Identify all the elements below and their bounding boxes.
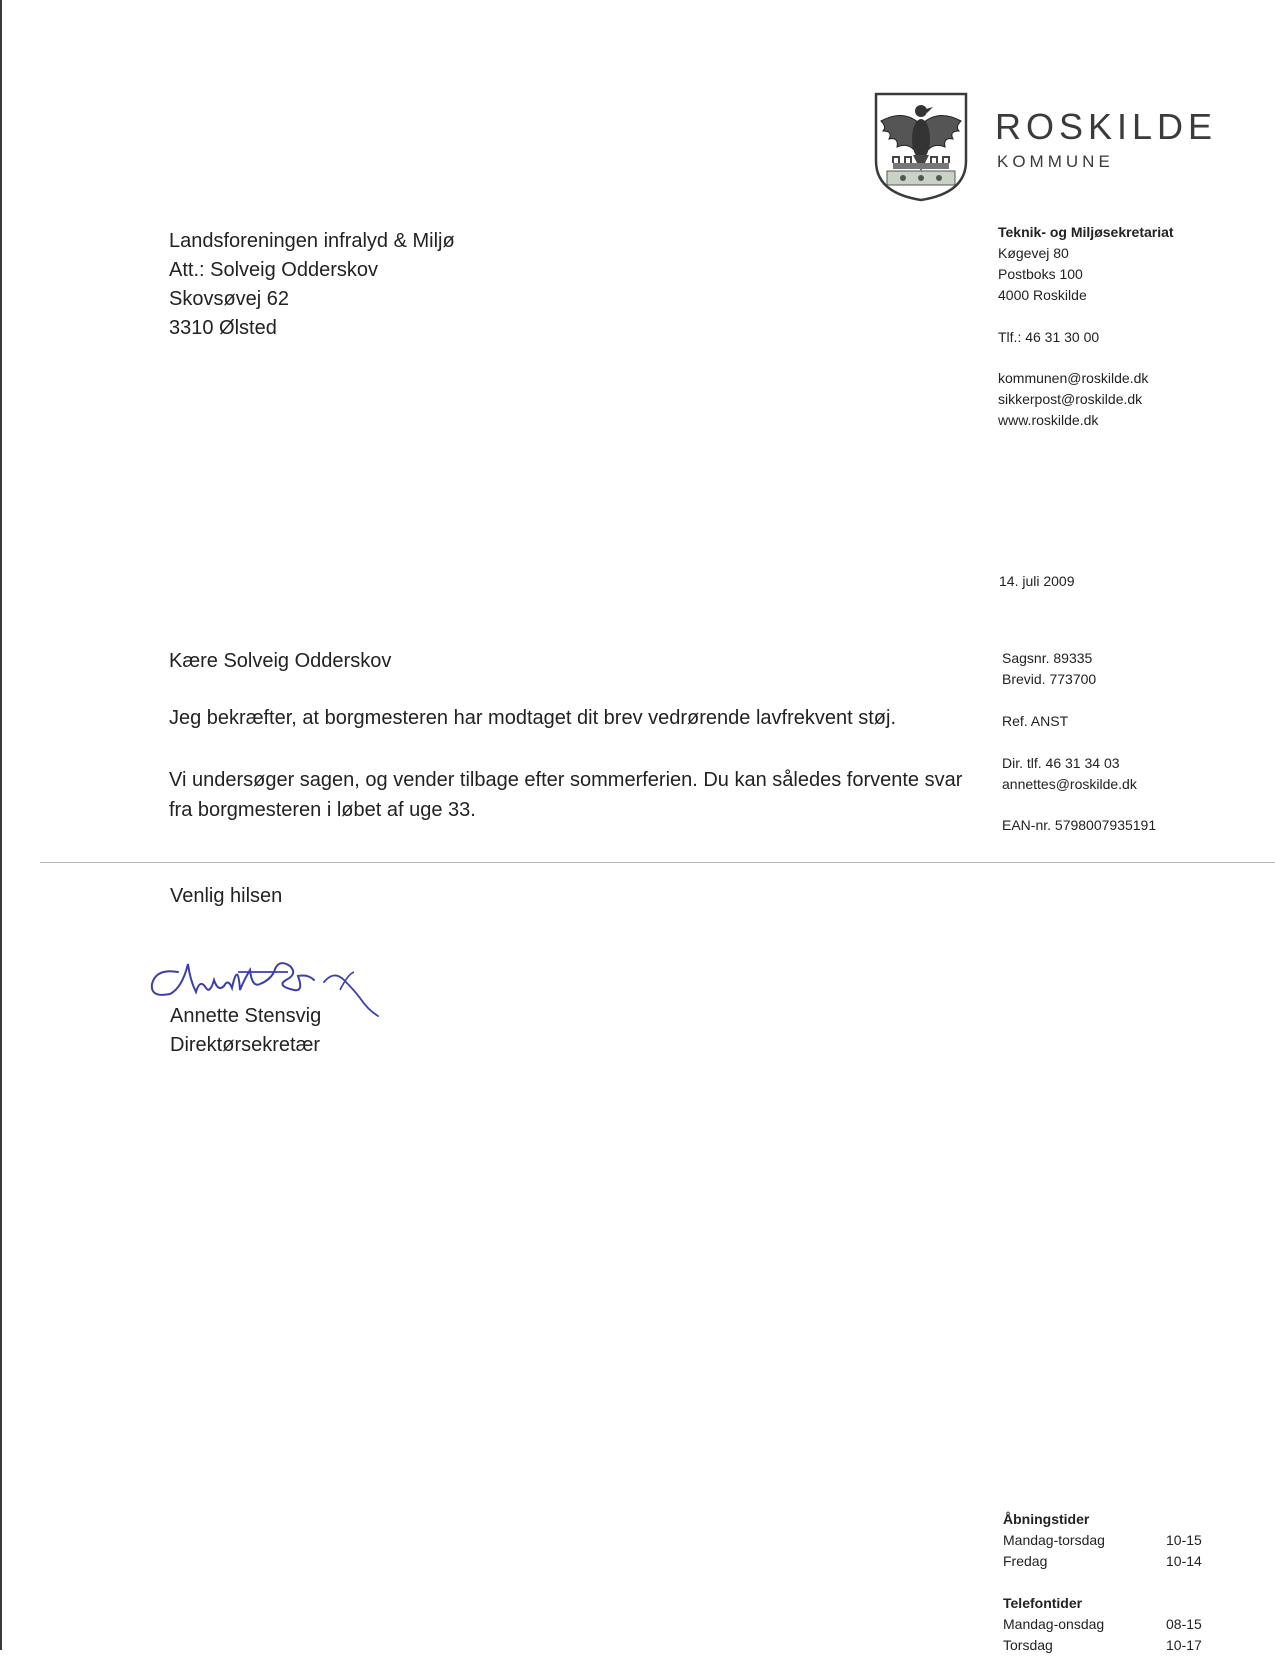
opening-time: 10-14	[1166, 1553, 1202, 1569]
phone-time: 08-15	[1166, 1616, 1202, 1632]
brand-subtitle: KOMMUNE	[997, 152, 1114, 171]
phone-hours-row	[1003, 1635, 1202, 1656]
sender-phone: Tlf.: 46 31 30 00	[998, 329, 1100, 345]
body-paragraph-2: Vi undersøger sagen, og vender tilbage efter sommerferien. Du kan således forvente svar fra borgmesteren i løbet af uge 33.	[169, 769, 963, 821]
recipient-city: 3310 Ølsted	[169, 317, 277, 339]
salutation: Kære Solveig Odderskov	[169, 650, 392, 672]
opening-day: Mandag-torsdag	[1003, 1532, 1105, 1548]
ean-number: EAN-nr. 5798007935191	[1002, 817, 1157, 833]
body-paragraph-1: Jeg bekræfter, at borgmesteren har modtaget dit brev vedrørende lavfrekvent støj.	[169, 707, 897, 729]
eagle-crest-icon	[873, 91, 969, 203]
recipient-address	[169, 227, 455, 343]
reference: Ref. ANST	[1002, 713, 1069, 729]
sender-pobox: Postboks 100	[998, 266, 1083, 282]
opening-day: Fredag	[1003, 1553, 1048, 1569]
page-edge	[0, 0, 2, 1650]
signer	[170, 1002, 321, 1060]
sender-contacts	[998, 368, 1148, 431]
signer-name: Annette Stensvig	[170, 1005, 322, 1027]
opening-hours-title: Åbningstider	[1003, 1511, 1090, 1527]
fold-line	[40, 862, 1275, 863]
phone-time: 10-17	[1166, 1637, 1202, 1653]
letter-id: Brevid. 773700	[1002, 671, 1097, 687]
opening-hours	[1003, 1509, 1202, 1656]
recipient-street: Skovsøvej 62	[169, 288, 290, 310]
sender-department: Teknik- og Miljøsekretariat	[998, 224, 1174, 240]
phone-hours-title: Telefontider	[1003, 1595, 1083, 1611]
case-number: Sagsnr. 89335	[1002, 650, 1093, 666]
sender-email-general: kommunen@roskilde.dk	[998, 370, 1149, 386]
recipient-attention: Att.: Solveig Odderskov	[169, 259, 378, 281]
recipient-organization: Landsforeningen infralyd & Miljø	[169, 230, 455, 252]
opening-time: 10-15	[1166, 1532, 1202, 1548]
sender-email-secure: sikkerpost@roskilde.dk	[998, 391, 1143, 407]
direct-email: annettes@roskilde.dk	[1002, 776, 1137, 792]
case-info	[1002, 648, 1096, 690]
sender-address	[998, 222, 1174, 306]
direct-phone: Dir. tlf. 46 31 34 03	[1002, 755, 1120, 771]
closing: Venlig hilsen	[170, 885, 283, 907]
direct-contact	[1002, 753, 1137, 795]
letter-date: 14. juli 2009	[999, 573, 1075, 589]
phone-hours-row	[1003, 1614, 1202, 1635]
phone-day: Mandag-onsdag	[1003, 1616, 1105, 1632]
sender-website: www.roskilde.dk	[998, 412, 1099, 428]
phone-day: Torsdag	[1003, 1637, 1053, 1653]
opening-hours-row	[1003, 1530, 1202, 1551]
sender-city: 4000 Roskilde	[998, 287, 1087, 303]
sender-street: Køgevej 80	[998, 245, 1069, 261]
brand-name: ROSKILDE	[995, 106, 1218, 147]
signer-title: Direktørsekretær	[170, 1034, 321, 1056]
opening-hours-row	[1003, 1551, 1202, 1572]
